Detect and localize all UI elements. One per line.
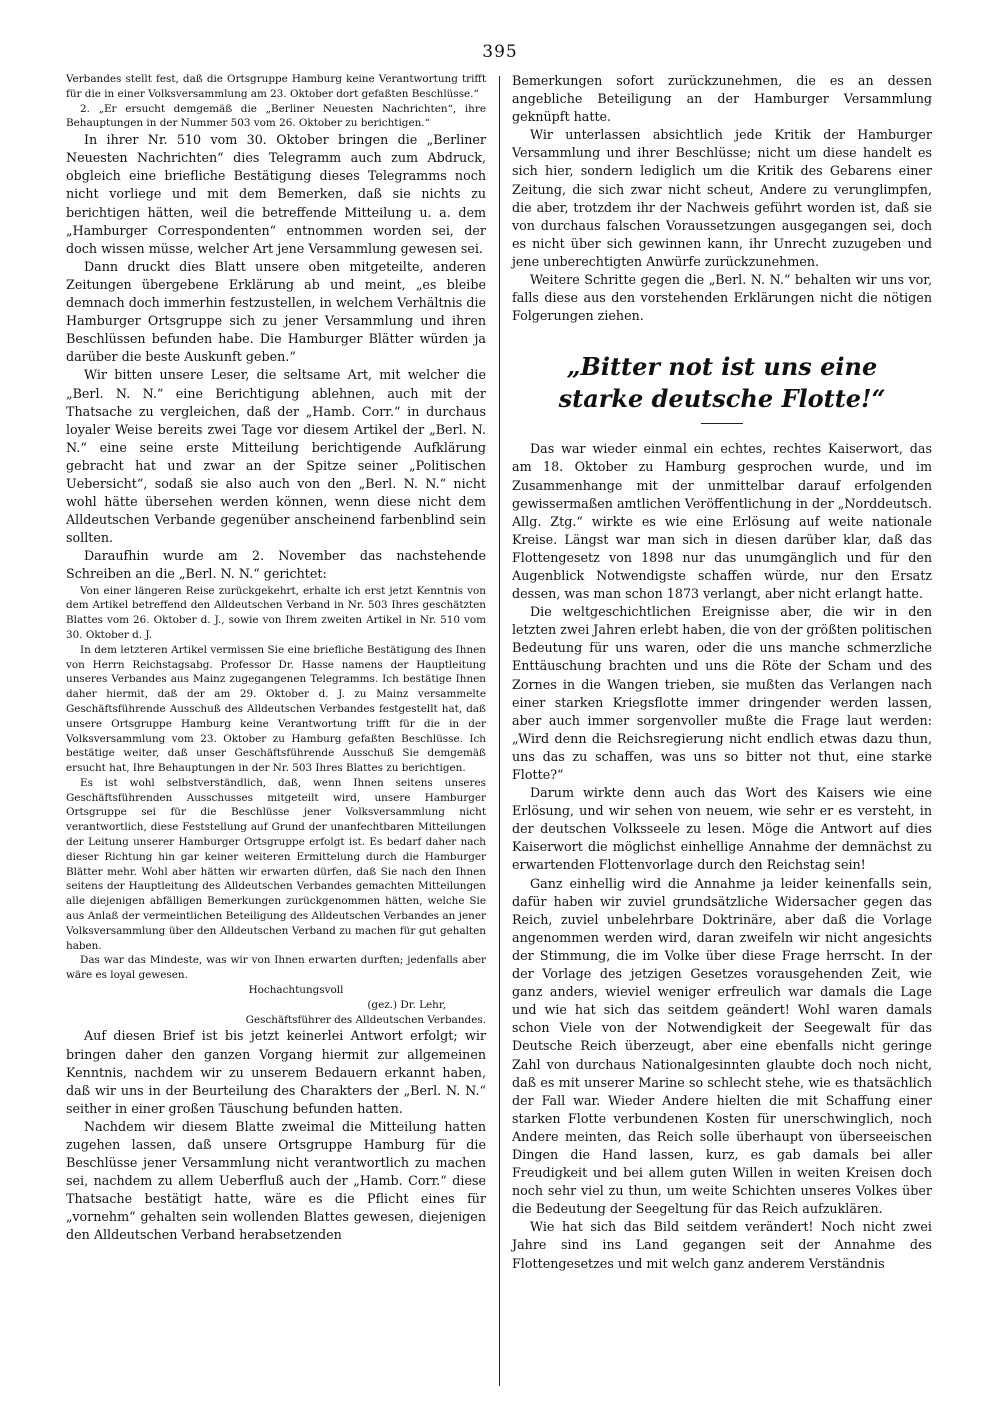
body-paragraph: Darum wirkte denn auch das Wort des Kaisers wie eine Erlösung, und wir sehen von neuem, wie sehr er es versteht, in der deutschen Volksseele zu lesen. Möge die Antwort auf dies Kaiserwort die möglichst einhellige Annahme der demnächst zu erwartenden Flottenvorlage durch den Reichstag sein! [512,785,932,873]
body-paragraph: Nachdem wir diesem Blatte zweimal die Mitteilung hatten zugehen lassen, daß unsere Ortsgruppe Hamburg für die Beschlüsse jener Versammlung nicht verantwortlich zu machen sei, nachdem zu allem Ueberfluß auch der „Hamb. Corr.“ diese Thatsache bestätigt hatte, wäre es die Pflicht eines für „vornehm“ gehalten sein wollenden Blattes gewesen, diejenigen den Alldeutschen Verband herabsetzenden [66,1118,486,1243]
letter-paragraph: Das war das Mindeste, was wir von Ihnen erwarten durften; jedenfalls aber wäre es loyal gewesen. [66,954,486,982]
body-paragraph: Daraufhin wurde am 2. November das nachstehende Schreiben an die „Berl. N. N.“ gerichtet: [66,548,486,582]
body-paragraph: Ganz einhellig wird die Annahme ja leider keinenfalls sein, dafür haben wir zuviel grundsätzliche Widersacher gegen das Reich, zuviel unbelehrbare Doktrinäre, aber daß die Vorlage angenommen werden wird, daran zweifeln wir nicht angesichts der Stimmung, die im Volke über diese Frage herrscht. In der der Vorlage des jetzigen Gesetzes vorausgehenden Zeit, wie ganz anders, wieviel weniger erfreulich war damals die Lage und wie hat sich das seitdem geändert! Wohl waren damals schon Viele von der Notwendigkeit der Seegewalt für das Deutsche Reich überzeugt, aber eine ebenfalls nicht geringe Zahl von durchaus Nationalgesinnten glaubte doch noch nicht, daß es mit unserer Marine so schlecht stehe, wie es thatsächlich der Fall war. Wieder Andere hielten die mit Schaffung einer starken Flotte verbundenen Kosten für unerschwinglich, noch Andere meinten, das Reich solle überhaupt von überseeischen Dingen die Hand lassen, kurz, es gab damals bei aller Freudigkeit und bei allem guten Willen in weiten Kreisen doch noch sehr viel zu thun, um weite Schichten unseres Volkes über die Bedeutung der Seegeltung für das Reich aufzuklären. [512,875,932,1217]
page-number: 395 [482,42,518,62]
body-paragraph: Weitere Schritte gegen die „Berl. N. N.“ behalten wir uns vor, falls diese aus den vorstehenden Erklärungen nicht die nötigen Folgerungen ziehen. [512,272,932,324]
body-paragraph: Auf diesen Brief ist bis jetzt keinerlei Antwort erfolgt; wir bringen daher den ganzen Vorgang hiermit zur allgemeinen Kenntnis, nachdem wir zu unserem Bedauern erkannt haben, daß wir uns in der Beurteilung des Charakters der „Berl. N. N.“ seither in einer großen Täuschung befunden hatten. [66,1028,486,1116]
body-paragraph: Dann druckt dies Blatt unsere oben mitgeteilte, anderen Zeitungen übergebene Erklärung ab und meint, „es bleibe demnach doch immerhin festzustellen, in welchem Verhältnis die Hamburger Ortsgruppe sich zu jener Versammlung und ihren Beschlüssen befunden habe. Die Hamburger Blätter würden ja darüber die beste Auskunft geben.“ [66,258,487,365]
letter-paragraph: Es ist wohl selbstverständlich, daß, wenn Ihnen seitens unseres Geschäftsführenden Ausschusses mitgeteilt wird, unsere Hamburger Ortsgruppe sei für die Beschlüsse jener Volksversammlung nicht verantwortlich, diese Feststellung auf Grund der unanfechtbaren Mitteilungen der Leitung unserer Hamburger Ortsgruppe erfolgt ist. Es bedarf daher nach dieser Richtung hin gar keiner weiteren Ermittelung durch die Hamburger Blätter mehr. Wohl aber hätten wir erwarten dürfen, daß Sie nach den Ihnen seitens der Hauptleitung des Alldeutschen Verbandes gemachten Mitteilungen alle diejenigen abfälligen Bemerkungen zurückgenommen hätten, welche Sie aus Anlaß der vermeintlichen Beteiligung des Alldeutschen Verbandes an jener Volksversammlung über den Alldeutschen Verband zu machen für gut gehalten haben. [66,776,486,952]
left-column [66,72,486,1245]
headline-rule [701,423,743,424]
right-column [512,72,932,1273]
quote-paragraph: 2. „Er ersucht demgemäß die „Berliner Neuesten Nachrichten“, ihre Behauptungen in der Nummer 503 vom 26. Oktober zu berichtigen.“ [66,102,486,130]
body-paragraph: In ihrer Nr. 510 vom 30. Oktober bringen die „Berliner Neuesten Nachrichten“ dies Telegramm auch zum Abdruck, obgleich eine briefliche Bestätigung dieses Telegramms noch nicht vorliege und mit dem Bemerken, daß sie nichts zu berichtigen hätten, weil die betreffende Mitteilung u. a. dem „Hamburger Correspondenten“ entnommen worden sei, der doch wissen müsse, welcher Art jene Versammlung gewesen sei. [66,132,486,256]
letter-paragraph: Von einer längeren Reise zurückgekehrt, erhalte ich erst jetzt Kenntnis von dem Artikel betreffend den Alldeutschen Verband in Nr. 503 Ihres geschätzten Blattes vom 26. Oktober d. J., sowie von Ihrem zweiten Artikel in Nr. 510 vom 30. Oktober d. J. [66,584,486,641]
signature-greeting: Hochachtungsvoll [248,984,344,997]
body-paragraph: Bemerkungen sofort zurückzunehmen, die es an dessen angebliche Beteiligung an der Hamburger Versammlung geknüpft hatte. [512,73,932,125]
body-paragraph: Wie hat sich das Bild seitdem verändert! Noch nicht zwei Jahre sind ins Land gegangen seit der Annahme des Flottengesetzes und mit welch ganz anderem Verständnis [512,1219,932,1271]
article-headline: „Bitter not ist uns eine starke deutsche Flotte!“ [558,352,886,414]
letter-paragraph: In dem letzteren Artikel vermissen Sie eine briefliche Bestätigung des Ihnen von Herrn Reichstagsabg. Professor Dr. Hasse namens der Hauptleitung unseres Verbandes aus Mainz zugegangenen Telegramms. Ich bestätige Ihnen daher hiermit, daß der am 29. Oktober d. J. zu Mainz versammelte Geschäftsführende Ausschuß des Alldeutschen Verbandes festgestellt hat, daß unsere Ortsgruppe Hamburg keine Verantwortung trifft für die in der Volksversammlung vom 23. Oktober zu Hamburg gefaßten Beschlüsse. Ich bestätige weiter, daß unser Geschäftsführende Ausschuß Sie demgemäß ersucht hat, Ihre Behauptungen in der Nr. 503 Ihres Blattes zu berichtigen. [66,643,486,775]
signature-name: (gez.) Dr. Lehr, [367,998,446,1011]
body-paragraph: Die weltgeschichtlichen Ereignisse aber, die wir in den letzten zwei Jahren erlebt haben, die von der größten politischen Bedeutung für uns waren, oder die uns manche schmerzliche Enttäuschung brachten und uns die Röte der Scham und des Zornes in die Wangen trieben, sie mußten das Verlangen nach einer starken Kriegsflotte immer dringender werden lassen, aber auch immer sorgenvoller mußte die Frage laut werden: „Wird denn die Reichsregierung nicht endlich etwas dazu thun, uns das zu schaffen, was uns so bitter not thut, eine starke Flotte?“ [512,604,932,782]
body-paragraph: Das war wieder einmal ein echtes, rechtes Kaiserwort, das am 18. Oktober zu Hamburg gesprochen wurde, und im Zusammenhange mit der unmittelbar darauf erfolgenden gewissermaßen amtlichen Veröffentlichung in der „Norddeutsch. Allg. Ztg.“ wirkte es wie eine Erlösung auf weite nationale Kreise. Längst war man sich in diesen darüber klar, daß das Flottengesetz von 1898 nur das unumgänglich und für den Augenblick Notwendigste schaffen würde, nur den Ersatz dessen, was man schon 1873 verlangt, aber nicht erlangt hatte. [512,441,932,602]
body-paragraph: Wir unterlassen absichtlich jede Kritik der Hamburger Versammlung und ihrer Beschlüsse; nicht um diese handelt es sich hier, sondern lediglich um die Kritik des Gebarens einer Zeitung, die sich zwar nicht scheut, Andere zu verunglimpfen, die aber, trotzdem ihr der Nachweis geführt worden ist, daß sie von durchaus falschen Voraussetzungen ausgegangen sei, doch es nicht über sich gewinnen kann, ihr Unrecht zuzugeben und jene unberechtigten Anwürfe zurückzunehmen. [512,127,932,269]
body-paragraph: Wir bitten unsere Leser, die seltsame Art, mit welcher die „Berl. N. N.“ eine Berichtigung ablehnen, auch mit der Thatsache zu vergleichen, daß der „Hamb. Corr.“ in durchaus loyaler Weise bereits zwei Tage vor diesem Artikel der „Berl. N. N.“ eine seine erste Mitteilung berichtigende Aufklärung gebracht hat und zwar an der Spitze seiner „Politischen Uebersicht“, sodaß sie also auch von den „Berl. N. N.“ nicht wohl hätte übersehen werden können, wenn diese nicht dem Alldeutschen Verbande gegenüber anscheinend farbenblind sein sollten. [66,367,486,546]
quote-paragraph: Verbandes stellt fest, daß die Ortsgruppe Hamburg keine Verantwortung trifft für die in einer Volksversammlung am 23. Oktober dort gefaßten Beschlüsse.“ [66,73,486,100]
column-divider [499,76,500,1386]
signature-title: Geschäftsführer des Alldeutschen Verbandes. [245,1013,486,1026]
